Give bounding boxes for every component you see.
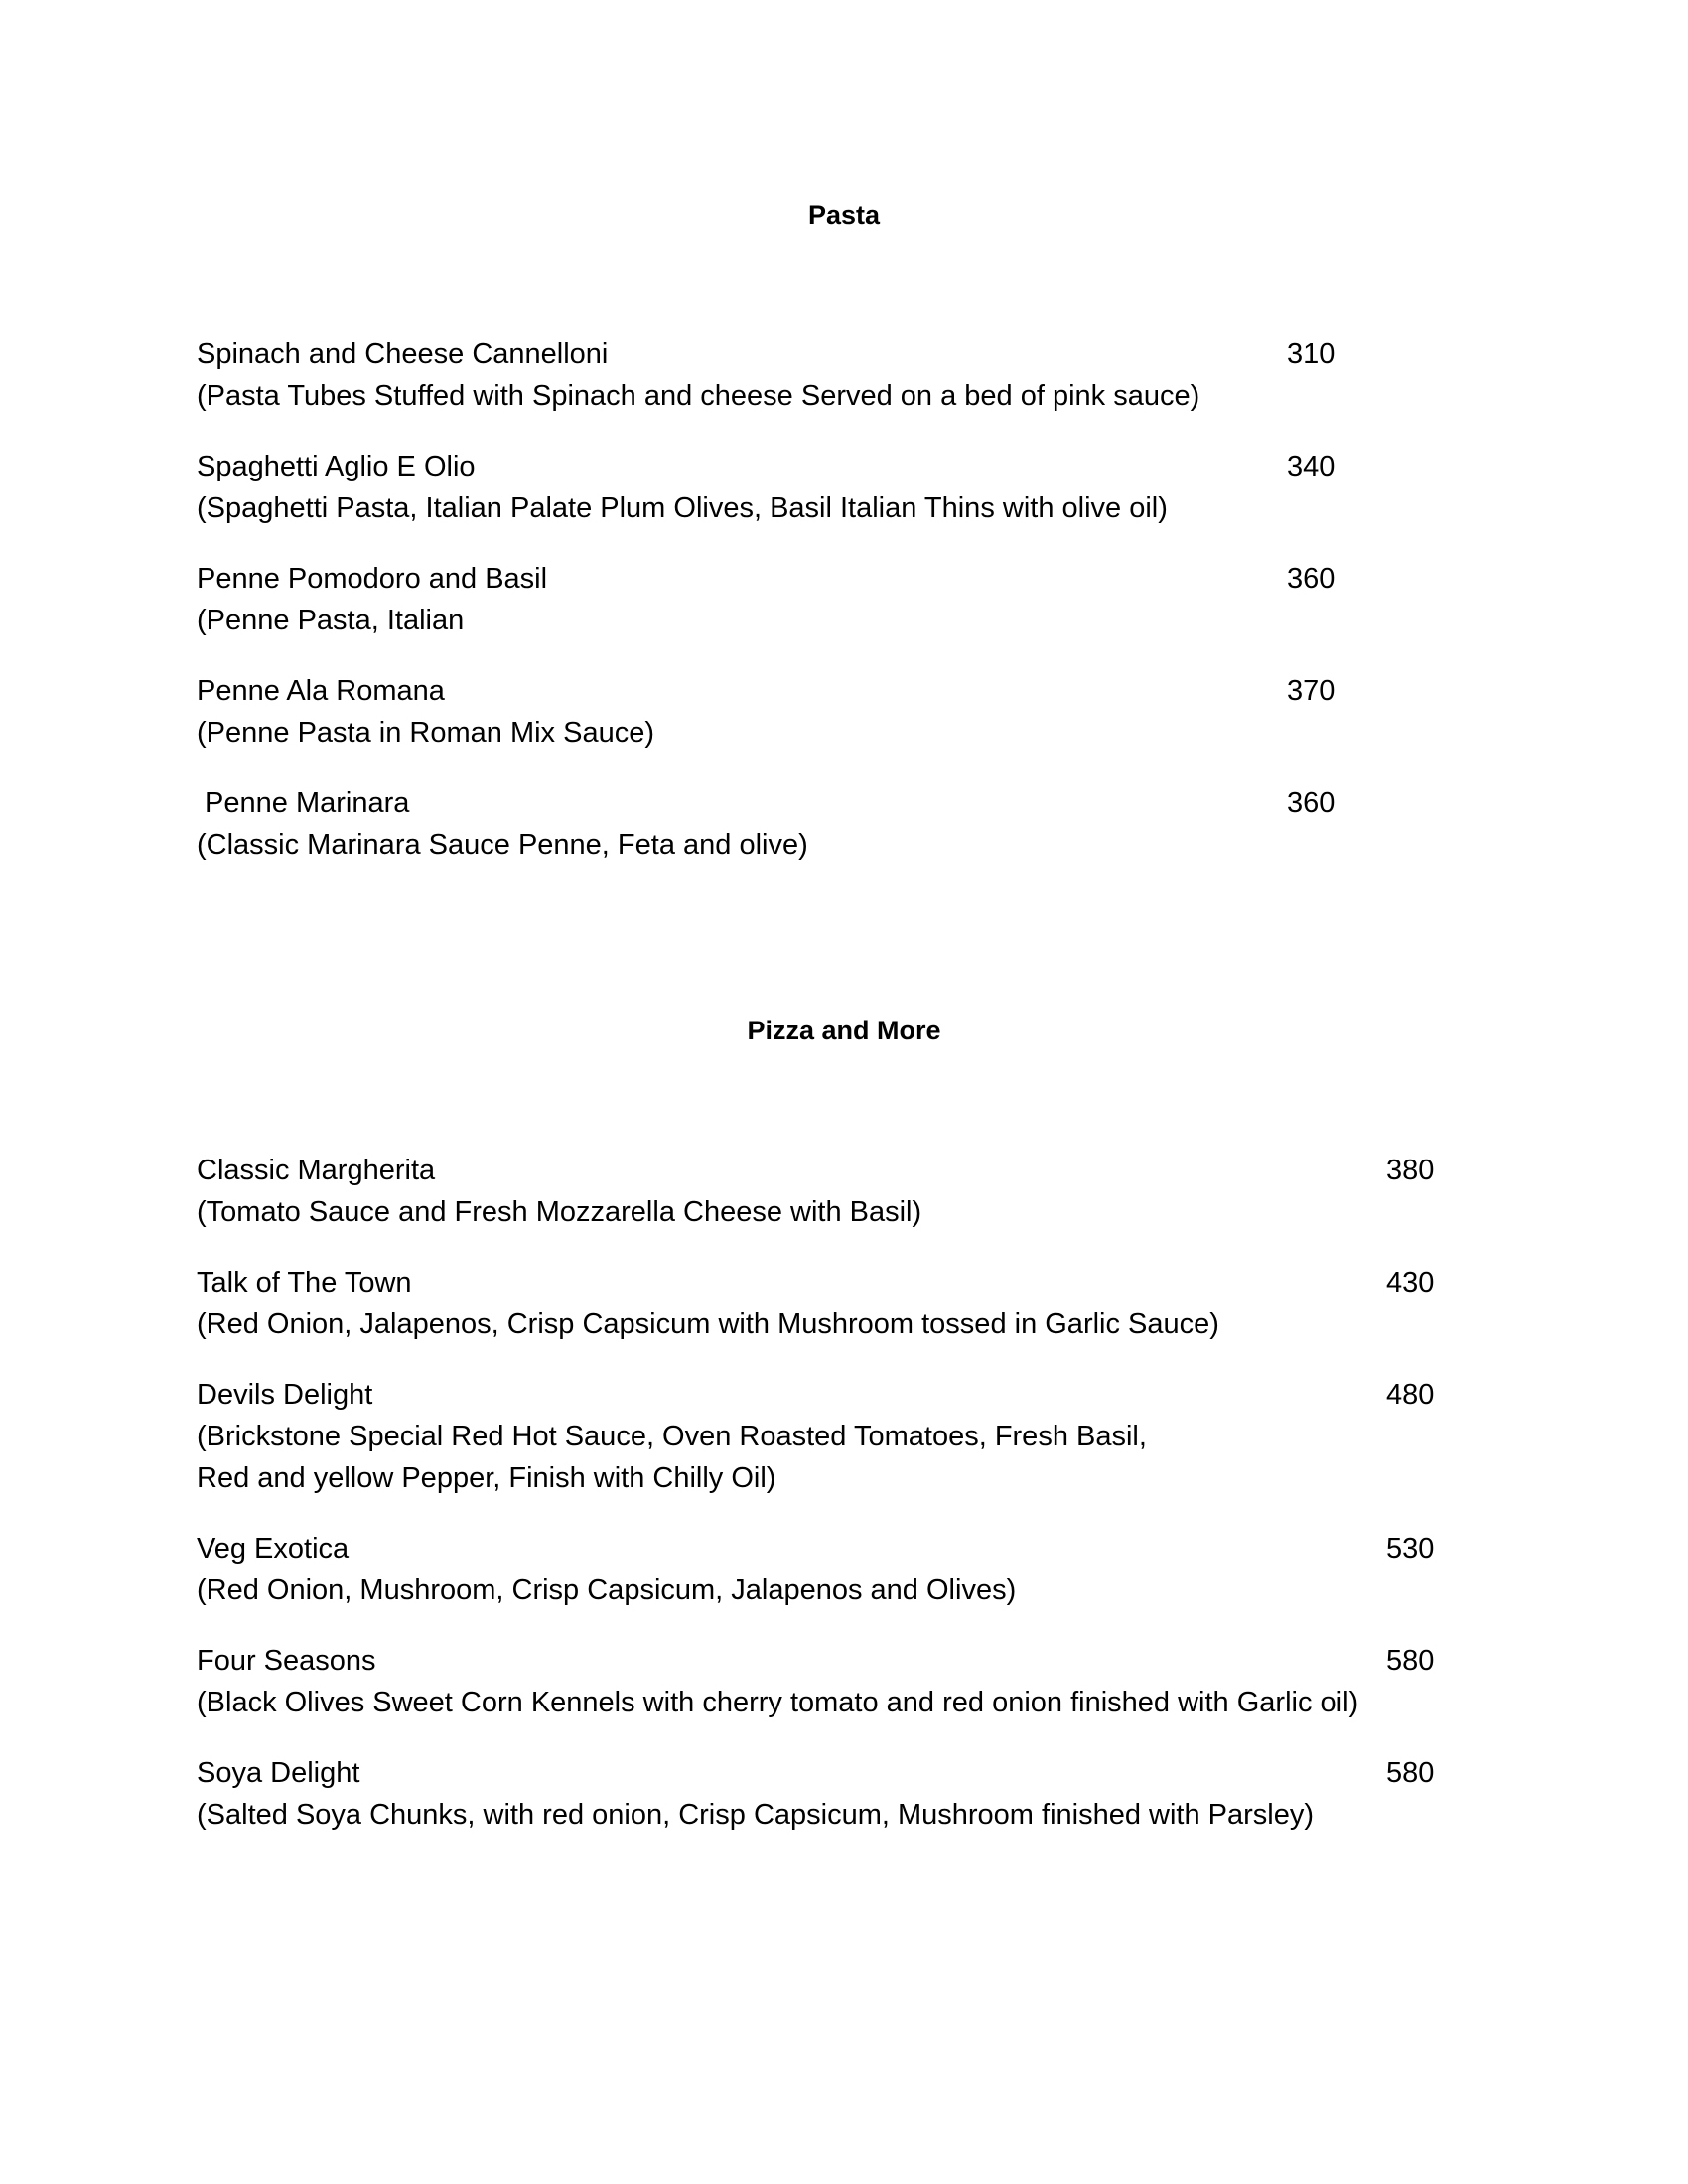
menu-item: [197, 334, 1199, 417]
item-description: (Penne Pasta in Roman Mix Sauce): [197, 717, 654, 749]
item-price: 370: [1287, 675, 1336, 707]
item-name: Penne Ala Romana: [197, 675, 445, 707]
section-title-pasta: Pasta: [807, 201, 881, 230]
item-name: Soya Delight: [197, 1757, 360, 1789]
item-name: Penne Marinara: [197, 787, 410, 819]
item-price: 310: [1287, 339, 1336, 370]
item-description: (Salted Soya Chunks, with red onion, Crisp Capsicum, Mushroom finished with Parsley): [197, 1799, 1315, 1831]
item-price: 430: [1386, 1267, 1435, 1298]
item-description: (Penne Pasta, Italian: [197, 605, 465, 636]
menu-item: [197, 670, 654, 753]
item-description: (Brickstone Special Red Hot Sauce, Oven Roasted Tomatoes, Fresh Basil,: [197, 1421, 1147, 1452]
item-description: (Pasta Tubes Stuffed with Spinach and cheese Served on a bed of pink sauce): [197, 380, 1200, 412]
item-price: 360: [1287, 787, 1336, 819]
item-name: Devils Delight: [197, 1379, 373, 1411]
item-price: 380: [1386, 1155, 1435, 1186]
menu-item: [197, 1374, 1147, 1499]
item-description: (Classic Marinara Sauce Penne, Feta and olive): [197, 829, 808, 861]
item-price: 580: [1386, 1645, 1435, 1677]
menu-item: [197, 558, 547, 641]
menu-item: [197, 446, 1168, 529]
menu-item: [197, 1150, 921, 1233]
menu-item: [197, 1528, 1016, 1611]
item-description: (Red Onion, Jalapenos, Crisp Capsicum with Mushroom tossed in Garlic Sauce): [197, 1308, 1219, 1340]
item-description: Red and yellow Pepper, Finish with Chilly Oil): [197, 1462, 776, 1494]
item-name: Penne Pomodoro and Basil: [197, 563, 548, 595]
item-description: (Red Onion, Mushroom, Crisp Capsicum, Jalapenos and Olives): [197, 1574, 1017, 1606]
item-description: (Black Olives Sweet Corn Kennels with cherry tomato and red onion finished with Garlic oil): [197, 1687, 1359, 1718]
item-price: 530: [1386, 1533, 1435, 1565]
item-name: Spaghetti Aglio E Olio: [197, 451, 476, 482]
item-name: Veg Exotica: [197, 1533, 350, 1565]
menu-item: [197, 1262, 1219, 1345]
section-title-pizza: Pizza and More: [747, 1016, 941, 1045]
item-price: 580: [1386, 1757, 1435, 1789]
item-name: Four Seasons: [197, 1645, 376, 1677]
item-name: Talk of The Town: [197, 1267, 412, 1298]
item-price: 340: [1287, 451, 1336, 482]
menu-item: [197, 782, 808, 866]
menu-item: [197, 1640, 1358, 1723]
menu-item: [197, 1752, 1314, 1836]
item-name: Classic Margherita: [197, 1155, 436, 1186]
item-price: 480: [1386, 1379, 1435, 1411]
item-description: (Tomato Sauce and Fresh Mozzarella Cheese with Basil): [197, 1196, 922, 1228]
item-description: (Spaghetti Pasta, Italian Palate Plum Olives, Basil Italian Thins with olive oil): [197, 492, 1168, 524]
item-price: 360: [1287, 563, 1336, 595]
item-name: Spinach and Cheese Cannelloni: [197, 339, 609, 370]
